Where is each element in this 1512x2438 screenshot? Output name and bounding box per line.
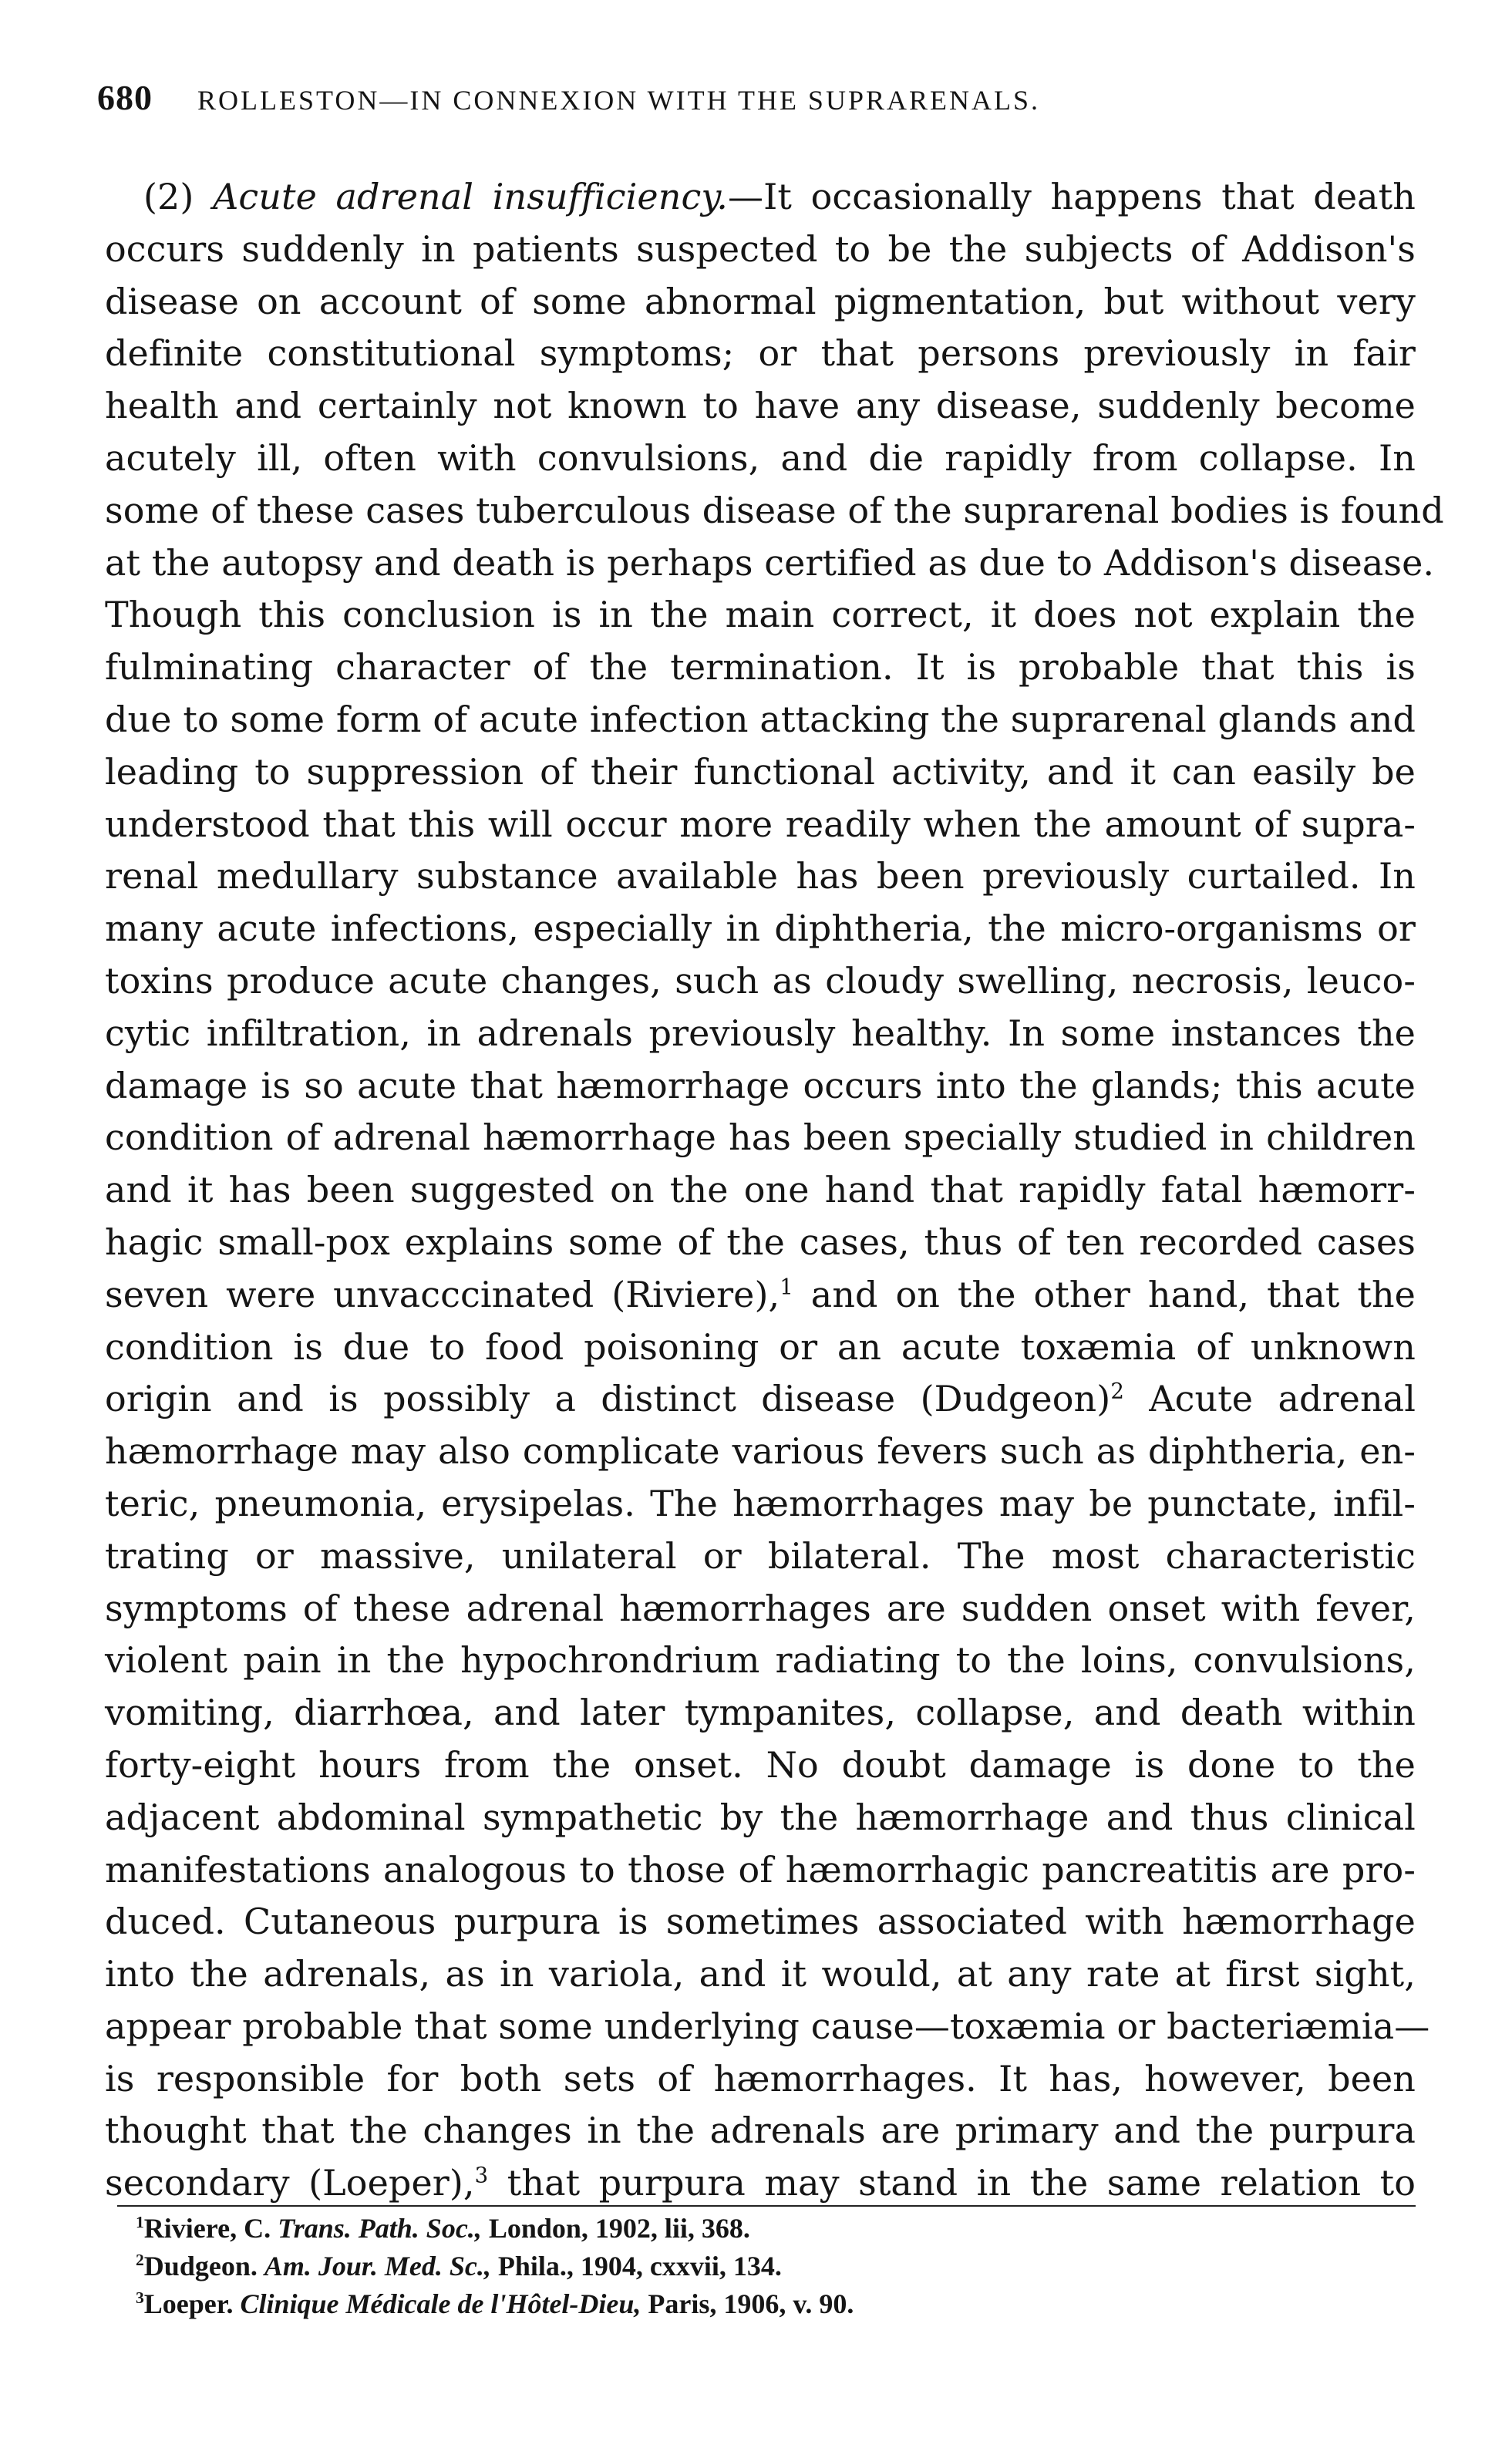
text-line-2: occurs suddenly in patients suspected to be the subjects of Addison's: [105, 227, 1416, 270]
footnote-details: London, 1902, lii, 368.: [488, 2213, 750, 2244]
footnote: [136, 2248, 1292, 2285]
text-line-23: condition is due to food poisoning or an acute toxæmia of unknown: [105, 1325, 1416, 1368]
footnote-journal: Clinique Médicale de l'Hôtel-Dieu,: [240, 2288, 642, 2319]
text-line-28: symptoms of these adrenal hæmorrhages are sudden onset with fever,: [105, 1587, 1416, 1629]
footnote-journal: Trans. Path. Soc.,: [278, 2213, 482, 2244]
footnote-mark: 3: [136, 2288, 144, 2307]
text-segment: secondary (Loeper),: [105, 2162, 475, 2204]
footnote-journal: Am. Jour. Med. Sc.,: [264, 2251, 491, 2281]
text-line-29: violent pain in the hypochrondrium radiating to the loins, convulsions,: [105, 1639, 1416, 1682]
text-line-content: —It occasionally happens that death: [728, 176, 1416, 217]
footnote-mark: 1: [136, 2213, 144, 2231]
text-line-20: and it has been suggested on the one hand that rapidly fatal hæmorr-: [105, 1169, 1416, 1211]
text-line-37: is responsible for both sets of hæmorrhages. It has, however, been: [105, 2057, 1416, 2100]
page-header: [97, 77, 1423, 123]
footnote-ref-2: 2: [1110, 1379, 1124, 1404]
text-line-38: thought that the changes in the adrenals are primary and the purpura: [105, 2110, 1416, 2152]
body-text: [105, 171, 1444, 2210]
text-line-34: duced. Cutaneous purpura is sometimes associated with hæmorrhage: [105, 1901, 1416, 1943]
footnote-details: Paris, 1906, v. 90.: [648, 2288, 854, 2319]
text-line-8: at the autopsy and death is perhaps certified as due to Addison's disease.: [105, 541, 1435, 584]
text-line-33: manifestations analogous to those of hæmorrhagic pancreatitis are pro-: [105, 1848, 1416, 1891]
text-line-12: leading to suppression of their functional activity, and it can easily be: [105, 750, 1416, 793]
text-line-3: disease on account of some abnormal pigmentation, but without very: [105, 280, 1416, 322]
text-line-26: teric, pneumonia, erysipelas. The hæmorrhages may be punctate, infil-: [105, 1482, 1416, 1524]
text-line-4: definite constitutional symptoms; or that persons previously in fair: [105, 332, 1416, 375]
text-line-24: [105, 1373, 1416, 1426]
text-line-17: cytic infiltration, in adrenals previously healthy. In some instances the: [105, 1012, 1416, 1054]
footnote-divider: [117, 2205, 1416, 2207]
text-segment: origin and is possibly a distinct disease (Dudgeon): [105, 1378, 1111, 1420]
section-heading: Acute adrenal insufficiency.: [213, 176, 729, 217]
footnote-mark: 2: [136, 2251, 144, 2269]
footnote: [136, 2210, 1292, 2248]
text-line-36: appear probable that some underlying cause—toxæmia or bacteriæmia—: [105, 2005, 1430, 2047]
footnote-author: Riviere, C.: [143, 2213, 271, 2244]
text-line-22: [105, 1269, 1416, 1322]
text-line-14: renal medullary substance available has been previously curtailed. In: [105, 855, 1416, 897]
text-segment: seven were unvacccinated (Riviere),: [105, 1273, 780, 1315]
footnote-author: Loeper.: [143, 2288, 234, 2319]
page-number: 680: [97, 78, 153, 117]
text-segment: and on the other hand, that the: [793, 1273, 1416, 1315]
text-segment: that purpura may stand in the same relation to: [488, 2162, 1416, 2204]
text-line-27: trating or massive, unilateral or bilateral. The most characteristic: [105, 1534, 1416, 1577]
text-segment: Acute adrenal: [1123, 1378, 1416, 1420]
footnote-ref-3: 3: [474, 2162, 489, 2188]
running-head: ROLLESTON—IN CONNEXION WITH THE SUPRARENALS.: [197, 85, 1040, 116]
footnote-author: Dudgeon.: [143, 2251, 258, 2281]
text-line-5: health and certainly not known to have any disease, suddenly become: [105, 385, 1416, 427]
text-line-7: some of these cases tuberculous disease of the suprarenal bodies is found: [105, 489, 1444, 531]
text-line-15: many acute infections, especially in diphtheria, the micro-organisms or: [105, 908, 1416, 950]
section-number: (2): [143, 176, 194, 217]
text-line-13: understood that this will occur more readily when the amount of supra-: [105, 803, 1416, 845]
footnotes: [136, 2210, 1292, 2323]
text-line-19: condition of adrenal hæmorrhage has been specially studied in children: [105, 1116, 1416, 1159]
text-line-16: toxins produce acute changes, such as cloudy swelling, necrosis, leuco-: [105, 959, 1416, 1002]
text-line-35: into the adrenals, as in variola, and it would, at any rate at first sight,: [105, 1953, 1416, 1995]
text-line-39: [105, 2157, 1416, 2210]
text-line-21: hagic small-pox explains some of the cases, thus of ten recorded cases: [105, 1221, 1416, 1263]
text-line-32: adjacent abdominal sympathetic by the hæmorrhage and thus clinical: [105, 1796, 1416, 1838]
footnote-details: Phila., 1904, cxxvii, 134.: [497, 2251, 782, 2281]
text-line-30: vomiting, diarrhœa, and later tympanites, collapse, and death within: [105, 1692, 1416, 1734]
text-line-11: due to some form of acute infection attacking the suprarenal glands and: [105, 698, 1416, 740]
footnote: [136, 2285, 1292, 2323]
footnote-ref-1: 1: [780, 1274, 793, 1300]
text-line-6: acutely ill, often with convulsions, and die rapidly from collapse. In: [105, 436, 1416, 479]
text-line-1: [105, 171, 1416, 224]
text-line-9: Though this conclusion is in the main correct, it does not explain the: [105, 594, 1416, 636]
text-line-31: forty-eight hours from the onset. No doubt damage is done to the: [105, 1743, 1416, 1786]
text-line-18: damage is so acute that hæmorrhage occurs into the glands; this acute: [105, 1064, 1416, 1106]
text-line-10: fulminating character of the termination. It is probable that this is: [105, 646, 1416, 689]
text-line-25: hæmorrhage may also complicate various fevers such as diphtheria, en-: [105, 1430, 1416, 1473]
